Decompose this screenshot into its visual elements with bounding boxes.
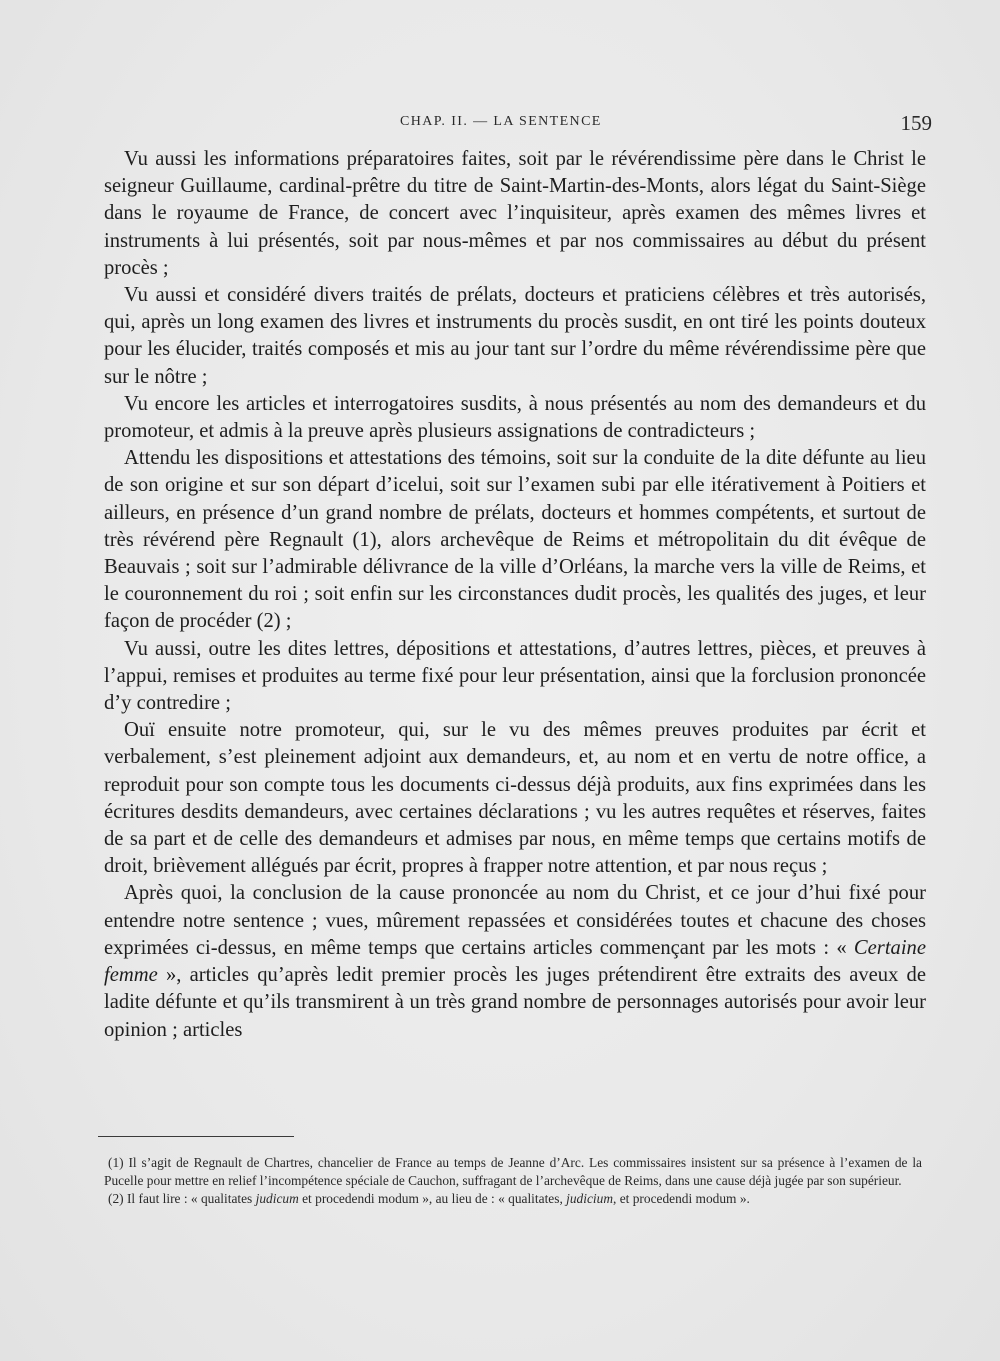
footnote-italic: judicium bbox=[566, 1191, 614, 1207]
footnotes bbox=[104, 1154, 922, 1209]
running-title: CHAP. II. — LA SENTENCE bbox=[400, 114, 602, 129]
paragraph: Vu aussi, outre les dites lettres, dépositions et attestations, d’autres lettres, pièces, et preuves à l’appui, remises et produites au terme fixé pour leur présentation, ainsi que la forclusion prononcée d’y contredire ; bbox=[104, 637, 926, 715]
page-number: 159 bbox=[900, 111, 932, 135]
paragraph-text: », articles qu’après ledit premier procès les juges prétendirent être extraits des aveux de ladite défunte et qu’ils transmirent à un très grand nombre de personnages autorisés pour avoir leur opinion ; articles bbox=[104, 964, 926, 1041]
quoted-title: Certaine femme bbox=[104, 936, 926, 987]
paragraph-last bbox=[104, 880, 926, 1043]
paragraph: Vu aussi les informations préparatoires faites, soit par le révérendissime père dans le Christ le seigneur Guillaume, cardinal-prêtre du titre de Saint-Martin-des-Monts, alors légat du Saint-Siège dans le royaume de France, de concert avec l’inquisiteur, après examen des mêmes livres et instruments à lui présentés, soit par nous-mêmes et par nos commissaires au début du présent procès ; bbox=[104, 148, 926, 279]
footnote-1: (1) Il s’agit de Regnault de Chartres, chancelier de France au temps de Jeanne d’Arc. Les commissaires insistent sur sa présence à l’examen de la Pucelle pour mettre en relief l’incompétence spéciale de Cauchon, suffragant de l’archevêque de Reims, dans une cause déjà jugée par son supérieur. bbox=[104, 1155, 922, 1189]
footnote-2 bbox=[104, 1190, 922, 1208]
paragraph: Vu encore les articles et interrogatoires susdits, à nous présentés au nom des demandeurs et du promoteur, et admis à la preuve après plusieurs assignations de contradicteurs ; bbox=[104, 392, 926, 443]
footnote-text: et procedendi modum », au lieu de : « qualitates, bbox=[298, 1191, 567, 1207]
paragraph-text: Après quoi, la conclusion de la cause prononcée au nom du Christ, et ce jour d’hui fixé pour entendre notre sentence ; vues, mûrement repassées et considérées toutes et chacune des choses exprimées ci-dessus, en même temps que certains articles commençant par les mots : « bbox=[104, 882, 926, 959]
footnote-italic: judicum bbox=[255, 1191, 299, 1207]
paragraph: Ouï ensuite notre promoteur, qui, sur le vu des mêmes preuves produites par écrit et verbalement, s’est pleinement adjoint aux demandeurs, et, au nom et en vertu de notre office, a reproduit pour son compte tous les documents ci-dessus déjà produits, aux fins exprimées dans les écritures desdits demandeurs, avec certaines déclarations ; vu les autres requêtes et réserves, faites de sa part et de celle des demandeurs et admises par nous, en même temps que certains motifs de droit, brièvement allégués par écrit, propres à frapper notre attention, et par nous reçus ; bbox=[104, 719, 926, 878]
footnote-text: , et procedendi modum ». bbox=[613, 1191, 750, 1207]
body-text bbox=[104, 146, 926, 1044]
paragraph: Attendu les dispositions et attestations des témoins, soit sur la conduite de la dite défunte au lieu de son origine et sur son départ d’icelui, soit sur l’examen subi par elle itérativement à Poitiers et ailleurs, en présence d’un grand nombre de prélats, docteurs et hommes compétents, et surtout de très révérend père Regnault (1), alors archevêque de Reims et métropolitain du dit évêque de Beauvais ; soit sur l’admirable délivrance de la ville d’Orléans, la marche vers la ville de Reims, et le couronnement du roi ; soit enfin sur les circonstances dudit procès, les qualités des juges, et leur façon de procéder (2) ; bbox=[104, 447, 926, 633]
paragraph: Vu aussi et considéré divers traités de prélats, docteurs et praticiens célèbres et très autorisés, qui, après un long examen des livres et instruments du procès susdit, en ont tiré les points douteux pour les élucider, traités composés et mis au jour tant sur l’ordre du même révérendissime père que sur le nôtre ; bbox=[104, 284, 926, 388]
running-head bbox=[100, 112, 932, 136]
footnote-text: (2) Il faut lire : « qualitates bbox=[108, 1191, 256, 1207]
footnote-rule bbox=[98, 1136, 294, 1137]
